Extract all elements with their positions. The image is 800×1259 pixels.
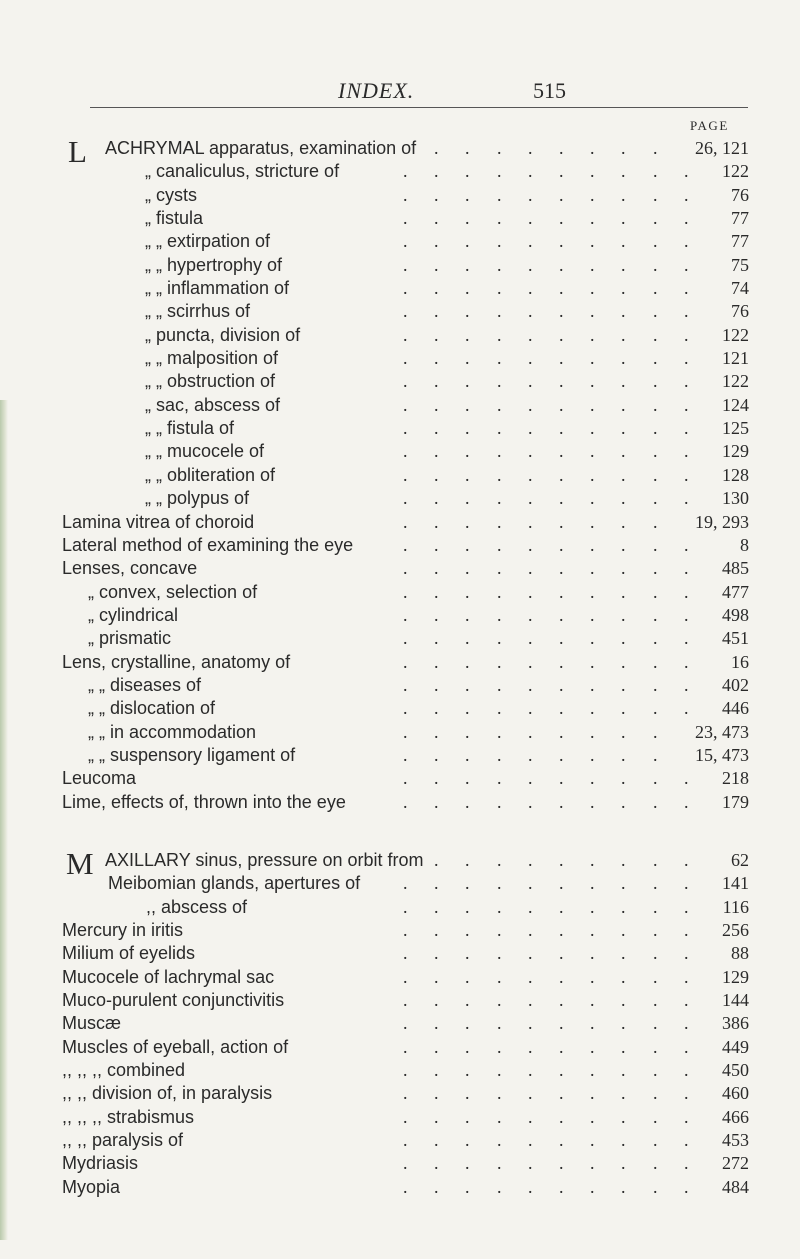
index-entry: . . . . . . . . . . „ cysts 76 bbox=[0, 184, 800, 207]
index-entry-term: „ „ suspensory ligament of bbox=[88, 744, 296, 765]
index-entry-page: 130 bbox=[722, 488, 749, 509]
index-entry-page: 484 bbox=[722, 1176, 749, 1197]
index-entry-term: „ „ polypus of bbox=[145, 488, 250, 509]
index-entry-term: Myopia bbox=[62, 1176, 121, 1197]
index-entry-term: Mercury in iritis bbox=[62, 920, 184, 941]
index-entry: . . . . . . . . . . „ „ malposition of 121 bbox=[0, 347, 800, 370]
index-entry: . . . . . . . . . Lamina vitrea of choroid 19, 293 bbox=[0, 511, 800, 534]
index-entry-page: 77 bbox=[731, 231, 749, 252]
dropcap-m: M bbox=[66, 846, 94, 881]
index-entry-term: AXILLARY sinus, pressure on orbit from bbox=[105, 850, 424, 870]
index-entry-page: 460 bbox=[722, 1083, 749, 1104]
index-entry: . . . . . . . . . . Muscæ 386 bbox=[0, 1012, 800, 1035]
index-entry: . . . . . . . . . . „ fistula 77 bbox=[0, 207, 800, 230]
index-entry-term: „ fistula bbox=[145, 208, 204, 229]
index-entry: . . . . . . . . . . Mydriasis 272 bbox=[0, 1152, 800, 1175]
index-entry-term: „ „ malposition of bbox=[145, 348, 279, 369]
index-entry: . . . . . . . . . . „ „ dislocation of 446 bbox=[0, 697, 800, 720]
index-entry: . . . . . . . . . . Milium of eyelids 88 bbox=[0, 942, 800, 965]
index-entry-term: ,, ,, ,, strabismus bbox=[62, 1106, 195, 1127]
index-entry-page: 23, 473 bbox=[695, 721, 749, 742]
index-entry-page: 451 bbox=[722, 628, 749, 649]
index-entry: . . . . . . . . . . ,, ,, ,, combined 450 bbox=[0, 1059, 800, 1082]
index-entry-page: 477 bbox=[722, 581, 749, 602]
index-entry-page: 76 bbox=[731, 301, 749, 322]
index-entry-page: 402 bbox=[722, 674, 749, 695]
index-entry-page: 88 bbox=[731, 943, 749, 964]
index-entry-term: „ „ extirpation of bbox=[145, 231, 271, 252]
index-entry: . . . . . . . . . . Muco-purulent conjunctivitis 144 bbox=[0, 989, 800, 1012]
index-entry-term: Lime, effects of, thrown into the eye bbox=[62, 791, 346, 812]
index-entry-page: 141 bbox=[722, 873, 749, 894]
index-entry-term: „ „ hypertrophy of bbox=[145, 254, 283, 275]
index-entry-page: 116 bbox=[722, 896, 749, 917]
index-entry: . . . . . . . . ACHRYMAL apparatus, examination of 26, 121 bbox=[0, 137, 800, 160]
running-title: INDEX. bbox=[338, 78, 415, 103]
index-entry-page: 74 bbox=[731, 278, 749, 299]
index-entry: . . . . . . . . . . „ „ diseases of 402 bbox=[0, 674, 800, 697]
index-entry-page: 466 bbox=[722, 1106, 749, 1127]
index-entry: . . . . . . . . . AXILLARY sinus, pressure on orbit from 62 bbox=[0, 849, 800, 872]
index-entry-page: 15, 473 bbox=[695, 744, 749, 765]
index-entry-term: „ „ scirrhus of bbox=[145, 301, 251, 322]
index-entry-term: ACHRYMAL apparatus, examination of bbox=[105, 138, 417, 158]
index-entry-term: Muscles of eyeball, action of bbox=[62, 1036, 289, 1057]
index-entry-term: „ convex, selection of bbox=[88, 581, 258, 602]
index-entry-term: Milium of eyelids bbox=[62, 943, 196, 964]
index-entry-term: „ cysts bbox=[145, 184, 197, 205]
page-number: 515 bbox=[533, 78, 566, 103]
index-entry-page: 129 bbox=[722, 966, 749, 987]
index-entry-page: 128 bbox=[722, 464, 749, 485]
index-entry: . . . . . . . . . „ „ suspensory ligament of 15, 473 bbox=[0, 744, 800, 767]
index-entry-term: „ „ obstruction of bbox=[145, 371, 276, 392]
index-entry: . . . . . . . . . . „ „ inflammation of 74 bbox=[0, 277, 800, 300]
index-entry: . . . . . . . . . . ,, ,, division of, in paralysis 460 bbox=[0, 1082, 800, 1105]
index-entry-page: 125 bbox=[722, 418, 749, 439]
index-entry-page: 77 bbox=[731, 208, 749, 229]
index-entry-page: 19, 293 bbox=[695, 511, 749, 532]
index-entry-page: 449 bbox=[722, 1036, 749, 1057]
index-entry: . . . . . . . . . . „ puncta, division of 122 bbox=[0, 324, 800, 347]
index-entry-page: 76 bbox=[731, 184, 749, 205]
index-entry-page: 16 bbox=[731, 651, 749, 672]
index-entry-page: 179 bbox=[722, 791, 749, 812]
index-entry-page: 256 bbox=[722, 920, 749, 941]
index-entry-page: 8 bbox=[740, 534, 749, 555]
index-entry-page: 485 bbox=[722, 558, 749, 579]
index-section-l bbox=[0, 134, 800, 814]
index-entry-page: 62 bbox=[731, 850, 749, 870]
index-entry: . . . . . . . . . . Lens, crystalline, anatomy of 16 bbox=[0, 651, 800, 674]
index-entry-term: „ „ inflammation of bbox=[145, 278, 290, 299]
index-entry: . . . . . . . . . . „ „ hypertrophy of 75 bbox=[0, 254, 800, 277]
index-entry-term: ,, ,, division of, in paralysis bbox=[62, 1083, 273, 1104]
page-header bbox=[0, 78, 800, 102]
index-entry: . . . . . . . . . . Lateral method of examining the eye 8 bbox=[0, 534, 800, 557]
index-entry-term: Muscæ bbox=[62, 1013, 122, 1034]
index-entry-page: 218 bbox=[722, 768, 749, 789]
index-entry-term: Lateral method of examining the eye bbox=[62, 534, 354, 555]
index-entry-term: Lenses, concave bbox=[62, 558, 198, 579]
index-entry-term: Lamina vitrea of choroid bbox=[62, 511, 255, 532]
index-entry-term: „ sac, abscess of bbox=[145, 394, 281, 415]
index-entry: . . . . . . . . . . Mucocele of lachrymal sac 129 bbox=[0, 966, 800, 989]
index-entry-page: 75 bbox=[731, 254, 749, 275]
index-entry-term: „ „ obliteration of bbox=[145, 464, 276, 485]
index-entry: . . . . . . . . . . „ prismatic 451 bbox=[0, 627, 800, 650]
index-entry: . . . . . . . . . . „ canaliculus, stricture of 122 bbox=[0, 160, 800, 183]
index-entry: . . . . . . . . . . „ „ obliteration of 128 bbox=[0, 464, 800, 487]
index-entry: . . . . . . . . . . Mercury in iritis 256 bbox=[0, 919, 800, 942]
index-entry-page: 121 bbox=[722, 348, 749, 369]
index-entry-term: „ „ fistula of bbox=[145, 418, 235, 439]
index-entry: . . . . . . . . . . „ „ obstruction of 122 bbox=[0, 370, 800, 393]
index-entry-term: ,, ,, ,, combined bbox=[62, 1060, 186, 1081]
index-entry-term: „ „ mucocele of bbox=[145, 441, 265, 462]
index-entry-page: 453 bbox=[722, 1130, 749, 1151]
index-entry-page: 450 bbox=[722, 1060, 749, 1081]
index-entry-term: Leucoma bbox=[62, 768, 137, 789]
index-entry: . . . . . . . . . . ,, ,, paralysis of 453 bbox=[0, 1129, 800, 1152]
index-entry: . . . . . . . . . . ,, abscess of 116 bbox=[0, 896, 800, 919]
index-entry-term: „ „ dislocation of bbox=[88, 698, 216, 719]
index-entry-term: „ puncta, division of bbox=[145, 324, 301, 345]
index-entry: . . . . . . . . . . Myopia 484 bbox=[0, 1176, 800, 1199]
index-entry: . . . . . . . . . . ,, ,, ,, strabismus 466 bbox=[0, 1106, 800, 1129]
dropcap-l: L bbox=[68, 134, 87, 169]
index-entry: . . . . . . . . . . „ cylindrical 498 bbox=[0, 604, 800, 627]
index-section-m bbox=[0, 846, 800, 1199]
index-entry: . . . . . . . . . . Meibomian glands, apertures of 141 bbox=[0, 872, 800, 895]
index-entry-page: 498 bbox=[722, 604, 749, 625]
index-entry-page: 129 bbox=[722, 441, 749, 462]
index-entry: . . . . . . . . . . Leucoma 218 bbox=[0, 767, 800, 790]
index-entry-term: „ cylindrical bbox=[88, 604, 179, 625]
index-entry: . . . . . . . . . . „ „ mucocele of 129 bbox=[0, 440, 800, 463]
index-entry: . . . . . . . . . . „ sac, abscess of 124 bbox=[0, 394, 800, 417]
header-rule bbox=[90, 107, 748, 108]
index-entry-term: „ „ in accommodation bbox=[88, 721, 257, 742]
index-entry: . . . . . . . . . . Lime, effects of, thrown into the eye 179 bbox=[0, 791, 800, 814]
index-entry: . . . . . . . . . . „ „ polypus of 130 bbox=[0, 487, 800, 510]
index-entry-term: „ prismatic bbox=[88, 628, 172, 649]
index-entry: . . . . . . . . . . „ „ scirrhus of 76 bbox=[0, 300, 800, 323]
index-entry-term: ,, ,, paralysis of bbox=[62, 1130, 184, 1151]
index-entry: . . . . . . . . . . Lenses, concave 485 bbox=[0, 557, 800, 580]
index-entry: . . . . . . . . . „ „ in accommodation 23, 473 bbox=[0, 721, 800, 744]
index-entry: . . . . . . . . . . „ convex, selection of 477 bbox=[0, 581, 800, 604]
page-column-heading: PAGE bbox=[690, 118, 729, 133]
index-entry-page: 26, 121 bbox=[695, 138, 749, 158]
index-entry: . . . . . . . . . . „ „ extirpation of 77 bbox=[0, 230, 800, 253]
index-entry-term: Mucocele of lachrymal sac bbox=[62, 966, 275, 987]
index-entry-page: 122 bbox=[722, 324, 749, 345]
index-entry-page: 124 bbox=[722, 394, 749, 415]
index-entry-term: Muco-purulent conjunctivitis bbox=[62, 990, 285, 1011]
index-entry-term: „ „ diseases of bbox=[88, 674, 202, 695]
index-entry-page: 446 bbox=[722, 698, 749, 719]
index-entry-term: „ canaliculus, stricture of bbox=[145, 161, 340, 182]
index-entry-term: ,, abscess of bbox=[146, 896, 248, 917]
index-entry-page: 386 bbox=[722, 1013, 749, 1034]
index-entry-term: Lens, crystalline, anatomy of bbox=[62, 651, 291, 672]
index-entry-page: 122 bbox=[722, 161, 749, 182]
index-entry-page: 122 bbox=[722, 371, 749, 392]
index-entry-term: Mydriasis bbox=[62, 1153, 139, 1174]
index-entry-page: 272 bbox=[722, 1153, 749, 1174]
index-entry-term: Meibomian glands, apertures of bbox=[108, 873, 361, 894]
index-entry: . . . . . . . . . . Muscles of eyeball, action of 449 bbox=[0, 1036, 800, 1059]
index-entry: . . . . . . . . . . „ „ fistula of 125 bbox=[0, 417, 800, 440]
index-entry-page: 144 bbox=[722, 990, 749, 1011]
